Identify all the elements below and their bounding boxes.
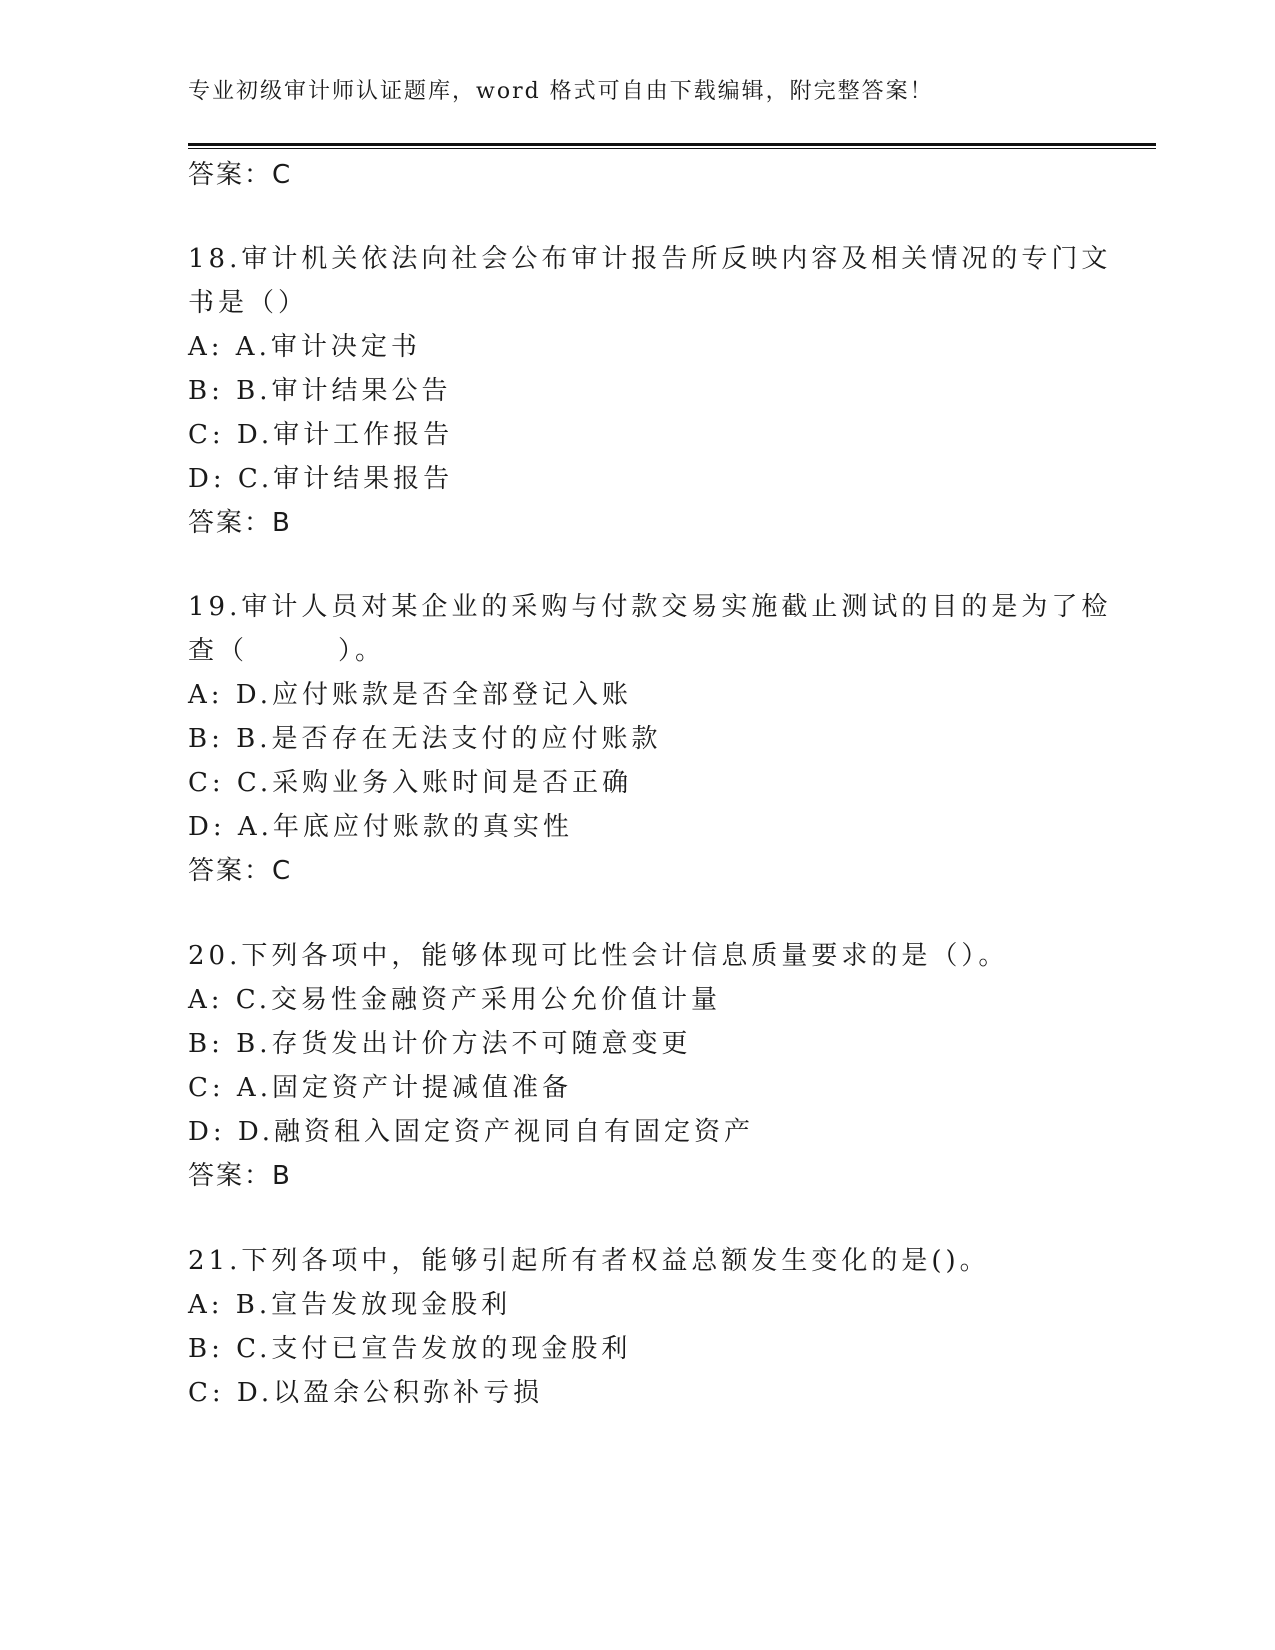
question-21-option-b: B: C.支付已宣告发放的现金股利 — [188, 1334, 632, 1364]
question-20-option-c: C: A.固定资产计提减值准备 — [188, 1073, 572, 1103]
question-18-stem-line1: 18.审计机关依法向社会公布审计报告所反映内容及相关情况的专门文 — [188, 244, 1112, 274]
question-19-option-a: A: D.应付账款是否全部登记入账 — [188, 680, 632, 710]
question-18-stem-line2: 书是（） — [188, 288, 309, 318]
answer-20: 答案：B — [188, 1161, 292, 1191]
question-19-option-d: D: A.年底应付账款的真实性 — [188, 812, 573, 842]
question-20-option-a: A: C.交易性金融资产采用公允价值计量 — [188, 985, 722, 1015]
answer-18: 答案：B — [188, 508, 292, 538]
question-19-stem-line1: 19.审计人员对某企业的采购与付款交易实施截止测试的目的是为了检 — [188, 592, 1112, 622]
question-19-stem-line2: 查（ ）。 — [188, 636, 386, 666]
header-rule-thin — [188, 148, 1156, 149]
question-21-option-a: A: B.宣告发放现金股利 — [188, 1290, 512, 1320]
question-21-stem-line1: 21.下列各项中，能够引起所有者权益总额发生变化的是()。 — [188, 1246, 990, 1276]
question-18-option-a: A: A.审计决定书 — [188, 332, 421, 362]
question-20-stem-line1: 20.下列各项中，能够体现可比性会计信息质量要求的是（）。 — [188, 941, 1009, 971]
question-18-option-d: D: C.审计结果报告 — [188, 464, 454, 494]
question-20-option-d: D: D.融资租入固定资产视同自有固定资产 — [188, 1117, 755, 1147]
header-rule — [188, 143, 1156, 146]
question-19-option-c: C: C.采购业务入账时间是否正确 — [188, 768, 633, 798]
page-header: 专业初级审计师认证题库，word 格式可自由下载编辑，附完整答案！ — [188, 79, 934, 104]
question-20-option-b: B: B.存货发出计价方法不可随意变更 — [188, 1029, 692, 1059]
answer-17: 答案：C — [188, 160, 293, 190]
question-18-option-b: B: B.审计结果公告 — [188, 376, 452, 406]
question-21-option-c: C: D.以盈余公积弥补亏损 — [188, 1378, 544, 1408]
question-19-option-b: B: B.是否存在无法支付的应付账款 — [188, 724, 662, 754]
question-18-option-c: C: D.审计工作报告 — [188, 420, 454, 450]
answer-19: 答案：C — [188, 856, 293, 886]
